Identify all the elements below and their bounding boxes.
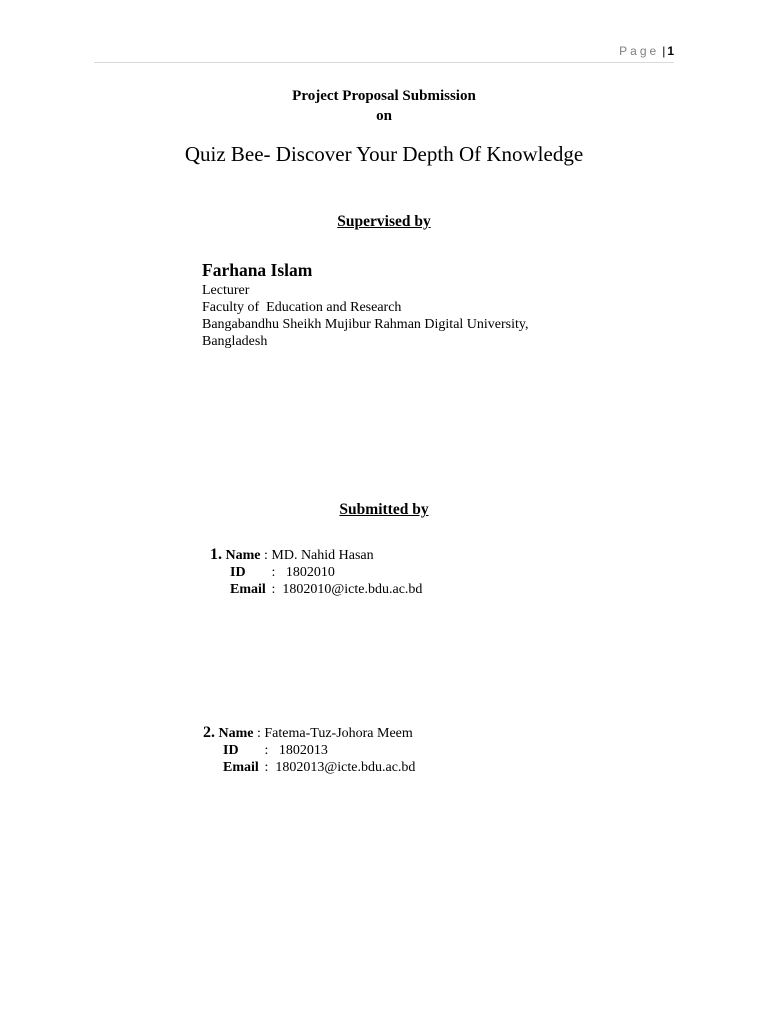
supervisor-university: Bangabandhu Sheikh Mujibur Rahman Digital University, bbox=[202, 317, 529, 332]
intro-line-2: on bbox=[376, 108, 392, 124]
member-id-row bbox=[210, 564, 422, 581]
member-id-value: : 1802010 bbox=[271, 565, 335, 580]
member-name-value: : MD. Nahid Hasan bbox=[264, 548, 374, 563]
supervisor-faculty: Faculty of Education and Research bbox=[202, 300, 402, 315]
member-number: 1. bbox=[210, 546, 222, 563]
member-name-label: Name bbox=[225, 548, 261, 563]
page-number: 1 bbox=[667, 44, 674, 58]
member-entry bbox=[210, 546, 422, 598]
page-separator: | bbox=[662, 44, 666, 58]
page-header bbox=[94, 40, 674, 63]
page-number-label bbox=[619, 44, 674, 58]
submitted-by-heading: Submitted by bbox=[339, 501, 429, 518]
document-title: Quiz Bee- Discover Your Depth Of Knowledge bbox=[184, 142, 584, 166]
member-email-label: Email bbox=[230, 582, 266, 597]
member-email-value: : 1802010@icte.bdu.ac.bd bbox=[271, 582, 423, 597]
member-number: 2. bbox=[203, 724, 215, 741]
supervisor-country: Bangladesh bbox=[202, 334, 268, 349]
member-name-value: : Fatema-Tuz-Johora Meem bbox=[257, 726, 413, 741]
member-id-label: ID bbox=[230, 565, 246, 580]
supervisor-designation: Lecturer bbox=[202, 283, 250, 298]
intro-line-1: Project Proposal Submission bbox=[292, 88, 476, 104]
member-name-row bbox=[210, 546, 422, 564]
member-id-label: ID bbox=[223, 743, 239, 758]
supervisor-block bbox=[202, 260, 529, 350]
member-id-row bbox=[203, 742, 415, 759]
member-entry bbox=[203, 724, 415, 776]
member-email-row bbox=[210, 581, 422, 598]
page-word: Page bbox=[619, 44, 660, 58]
member-name-row bbox=[203, 724, 415, 742]
member-email-row bbox=[203, 759, 415, 776]
supervisor-name: Farhana Islam bbox=[202, 260, 313, 280]
member-id-value: : 1802013 bbox=[264, 743, 328, 758]
supervised-by-heading: Supervised by bbox=[337, 213, 431, 230]
member-email-label: Email bbox=[223, 760, 259, 775]
member-name-label: Name bbox=[218, 726, 254, 741]
member-email-value: : 1802013@icte.bdu.ac.bd bbox=[264, 760, 416, 775]
